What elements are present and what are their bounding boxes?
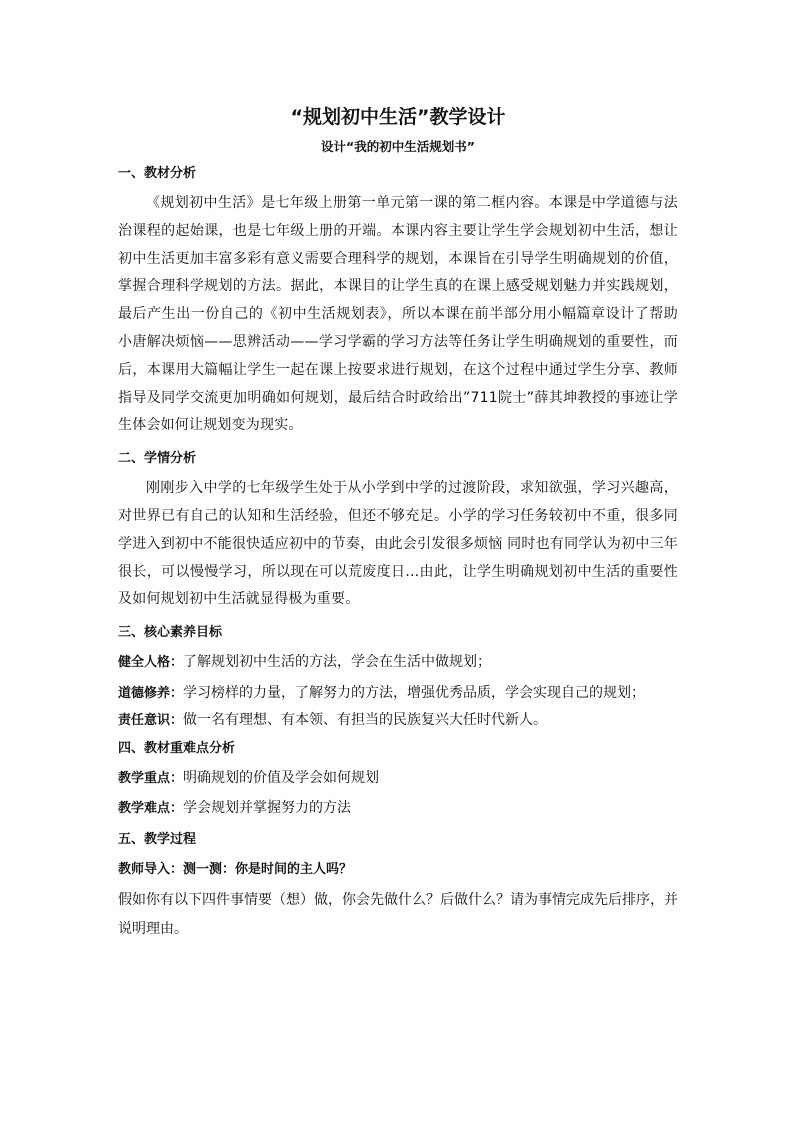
goal-label: 健全人格： xyxy=(118,655,184,671)
teaching-process-paragraph: 假如你有以下四件事情要（想）做，你会先做什么？后做什么？请为事情完成先后排序，并说明理由。 xyxy=(118,892,678,938)
key-point-label: 教学重点： xyxy=(118,770,184,786)
key-point-text: 学会规划并掌握努力的方法 xyxy=(183,800,352,817)
goal-item xyxy=(118,707,678,735)
goal-label: 责任意识： xyxy=(118,713,184,729)
student-analysis-paragraph: 刚刚步入中学的七年级学生处于从小学到中学的过渡阶段，求知欲强，学习兴趣高，对世界已有自己的认知和生活经验，但还不够充足。小学的学习任务较初中不重，很多同学进入到初中不能很快适应初中的节奏，由此会引发很多烦恼 同时也有同学认为初中三年很长，可以慢慢学习，所以现在可以荒废度日...由此，让学生明确规划初中生活的重要性及如何规划初中生活就显得极为重要。 xyxy=(118,480,678,608)
key-point-text: 明确规划的价值及学会如何规划 xyxy=(183,769,380,786)
key-point-item xyxy=(118,765,678,793)
document-subtitle: 设计“我的初中生活规划书” xyxy=(321,139,475,154)
goal-item xyxy=(118,680,678,708)
section-heading-core-goals: 三、核心素养目标 xyxy=(118,625,223,641)
key-point-label: 教学难点： xyxy=(118,801,184,817)
goal-text: 学习榜样的力量，了解努力的方法，增强优秀品质，学会实现自己的规划； xyxy=(183,684,646,701)
teacher-intro xyxy=(118,856,678,884)
section-heading-key-points: 四、教材重难点分析 xyxy=(118,740,236,756)
goal-text: 做一名有理想、有本领、有担当的民族复兴大任时代新人。 xyxy=(183,712,548,729)
section-heading-textbook-analysis: 一、教材分析 xyxy=(118,166,197,181)
teacher-intro-label: 教师导入：测一测：你是时间的主人吗？ xyxy=(118,861,353,877)
section-heading-student-analysis: 二、学情分析 xyxy=(118,451,197,467)
textbook-analysis-paragraph: 《规划初中生活》是七年级上册第一单元第一课的第二框内容。本课是中学道德与法治课程的起始课，也是七年级上册的开端。本课内容主要让学生学会规划初中生活，想让初中生活更加丰富多彩有意义需要合理科学的规划，本课旨在引导学生明确规划的价值，掌握合理科学规划的方法。据此，本课目的让学生真的在课上感受规划魅力并实践规划，最后产生出一份自己的《初中生活规划表》，所以本课在前半部分用小幅篇章设计了帮助小唐解决烦恼——思辨活动——学习学霸的学习方法等任务让学生明确规划的重要性，而后，本课用大篇幅让学生一起在课上按要求进行规划，在这个过程中通过学生分享、教师指导及同学交流更加明确如何规划，最后结合时政给出”711院士”薛其坤教授的事迹让学生体会如何让规划变为现实。 xyxy=(118,195,678,434)
goal-label: 道德修养： xyxy=(118,685,184,701)
document-body xyxy=(118,100,678,944)
section-heading-teaching-process: 五、教学过程 xyxy=(118,831,197,847)
key-point-item xyxy=(118,795,678,823)
document-title: “规划初中生活”教学设计 xyxy=(290,106,506,128)
goal-text: 了解规划初中生活的方法，学会在生活中做规划； xyxy=(183,654,492,671)
goal-item xyxy=(118,649,678,677)
